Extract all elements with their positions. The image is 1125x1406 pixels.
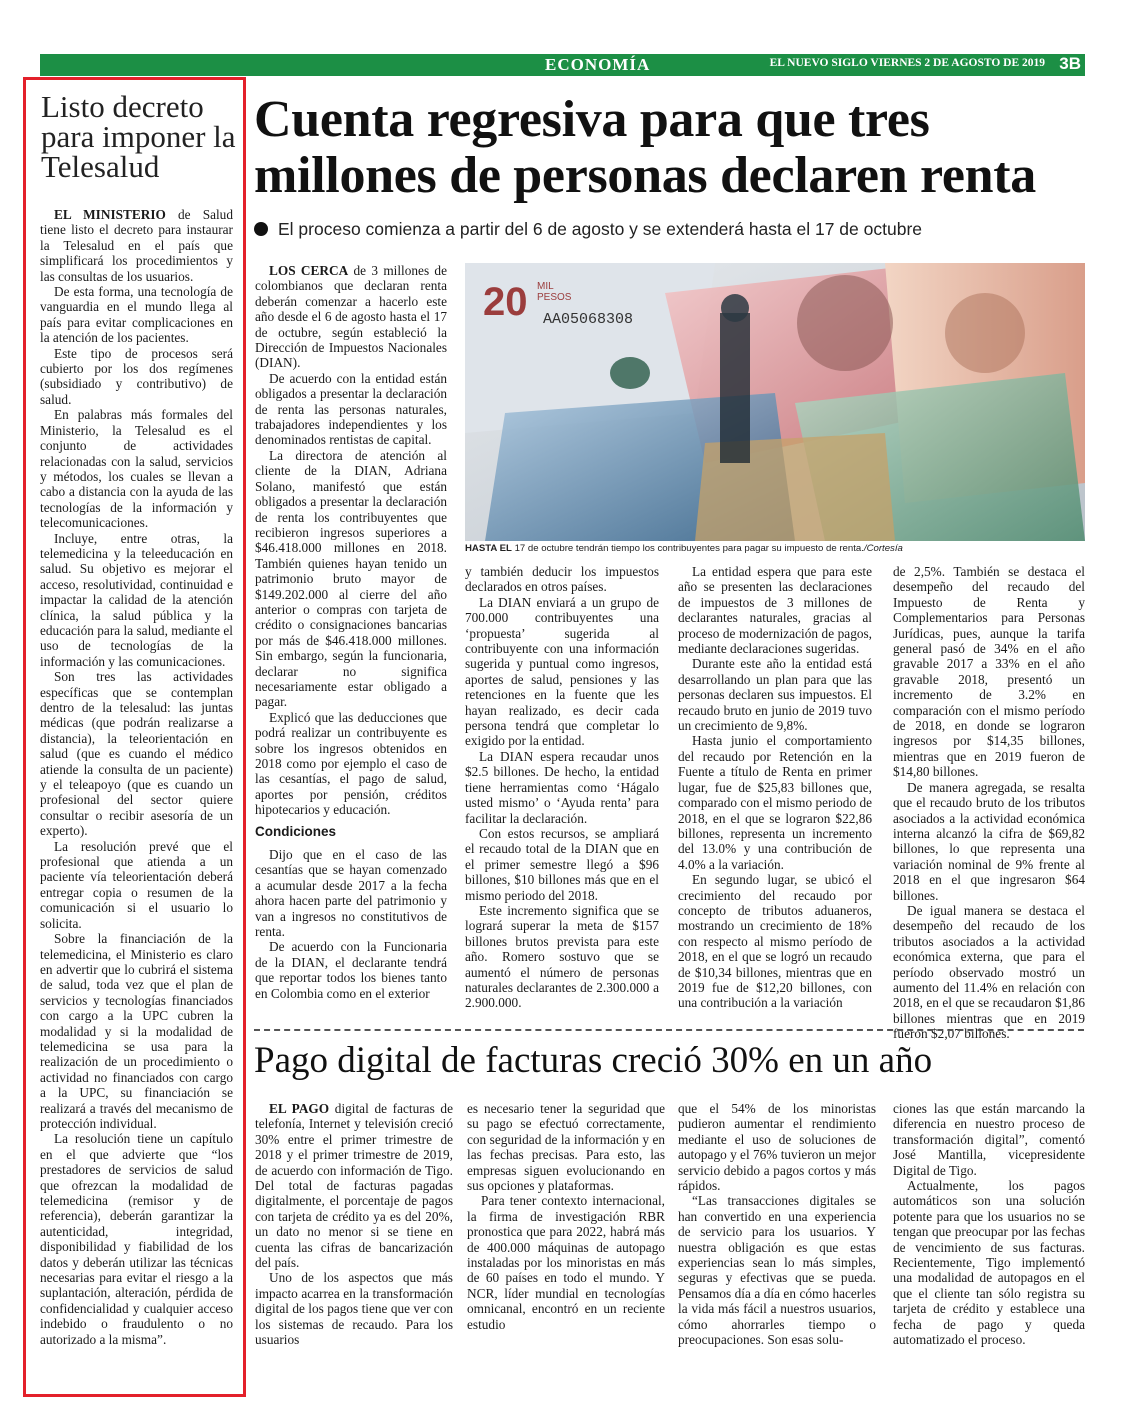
article-paragraph: LOS CERCA de 3 millones de colombianos que declaran renta deberán comenzar a hacerlo este año desde el 6 de agosto hasta el 17 de octubre, según estableció la Dirección de Impuestos Nacionales (DIAN).	[255, 263, 447, 371]
article-paragraph: Este tipo de procesos será cubierto por los dos regímenes (subsidiado y contributivo) de salud.	[40, 345, 233, 407]
article-paragraph: La resolución prevé que el profesional que atienda a un paciente vía teleorientación deberá entregar copia o resumen de la comunicación si el usuario lo solicita.	[40, 838, 233, 931]
article-paragraph: La entidad espera que para este año se presenten las declaraciones de impuestos de 3 millones de declarantes naturales, gracias al proceso de modernización de pagos, mediante declaraciones sugeridas.	[678, 564, 872, 657]
article-subhead: Condiciones	[255, 823, 337, 839]
article-paragraph: De acuerdo con la entidad están obligados a presentar la declaración de renta las personas naturales, trabajadores independientes y los denominados rentistas de capital.	[255, 370, 447, 448]
article-paragraph: y también deducir los impuestos declarados en otros países.	[465, 564, 659, 595]
article-paragraph: De esta forma, una tecnología de vanguardia en el mundo llega al país para evitar complicaciones en la atención de los pacientes.	[40, 284, 233, 346]
article-paragraph: Uno de los aspectos que más impacto acarrea en la transformación digital de los pagos tiene que ver con los sistemas de recaudo. Para los usuarios	[255, 1270, 453, 1348]
main-article-column-2	[465, 564, 659, 1011]
lead-in: EL MINISTERIO	[54, 207, 166, 222]
article-paragraph: Sobre la financiación de la telemedicina, el Ministerio es claro en advertir que lo cubrirá el sistema de salud, toda vez que el plan de servicios y tecnologías financiados con cargo a la UPC cubren la modalidad y si la modalidad de telemedicina se usa para la realización de un procedimiento o actividad no financiados con cargo a la UPC, su financiación se realizará a través del mecanismo de protección individual.	[40, 931, 233, 1131]
main-headline: Cuenta regresiva para que tres millones de personas declaren renta	[254, 91, 1036, 204]
masthead-date: EL NUEVO SIGLO VIERNES 2 DE AGOSTO DE 2019	[769, 57, 1045, 69]
article-paragraph: Con estos recursos, se ampliará el recaudo total de la DIAN que en el primer semestre llegó a $96 billones, $10 billones más que en el mismo periodo del 2018.	[465, 825, 659, 903]
article-paragraph: que el 54% de los minoristas pudieron aumentar el rendimiento mediante el uso de soluciones de autopago y el 76% tuvieron un mejor servicio debido a pagos cortos y más rápidos.	[678, 1101, 876, 1194]
article-paragraph: La DIAN enviará a un grupo de 700.000 contribuyentes una ‘propuesta’ sugerida al contribuyente con una información sugerida y puntual como ingresos, aportes de salud, pensiones y las retenciones en la fuente que les hayan realizado, es decir cada persona tendrá que completar lo exigido por la entidad.	[465, 594, 659, 749]
sidebar-article-body	[40, 207, 233, 1347]
article-paragraph: Hasta junio el comportamiento del recaudo por Retención en la Fuente a título de Renta en primer lugar, fue de $25,83 billones que, comparado con el mismo periodo de 2018, en el que se lograron $22,86 billones, representa un incremento del 13.0% y una contribución de 4.0% a la variación.	[678, 733, 872, 872]
article-paragraph: La DIAN espera recaudar unos $2.5 billones. De hecho, la entidad tiene herramientas como ‘Hágalo usted mismo’ o ‘Ayuda renta’ para facilitar la declaración.	[465, 748, 659, 826]
article-paragraph: Para tener contexto internacional, la firma de investigación RBR pronostica que para 2022, habrá más de 400.000 máquinas de autopago instaladas por los minoristas en más de 60 países en todo el mundo. Y NCR, líder mundial en tecnologías omnicanal, encontró en un reciente estudio	[467, 1193, 665, 1332]
banknotes-photo	[465, 263, 1085, 541]
article-paragraph: ciones las que están marcando la diferencia en nuestro proceso de transformación digital”, comentó José Mantilla, vicepresidente Digital de Tigo.	[893, 1101, 1085, 1178]
page-number: 3B	[1059, 54, 1081, 73]
sidebar-headline: Listo decreto para imponer la Telesalud	[41, 89, 236, 184]
bullet-icon	[254, 222, 268, 236]
article-paragraph: Incluye, entre otras, la telemedicina y la teleeducación en salud. Su objetivo es mejorar el acceso, resolutividad, continuidad e impactar la calidad de la atención clínica, la salud pública y la educación para la salud, mediante el uso de tecnologías de la información y las comunicaciones.	[40, 530, 233, 669]
article-paragraph: De acuerdo con la Funcionaria de la DIAN, el declarante tendrá que reportar todos los bienes tanto en Colombia como en el exterior	[255, 939, 447, 1001]
banknote-serial: AA05068308	[543, 311, 634, 328]
article-paragraph: La resolución tiene un capítulo en el que advierte que “los prestadores de servicios de salud que ofrezcan la modalidad de telemedicina (remisor y de referencia), deberán garantizar la autenticidad, integridad, disponibilidad y fiabilidad de los datos y deberán utilizar las técnicas necesarias para evitar el riesgo a la suplantación, alteración, pérdida de confidencialidad y cualquier acceso indebido o fraudulento o no autorizado a la misma”.	[40, 1131, 233, 1347]
main-subheadline: El proceso comienza a partir del 6 de agosto y se extenderá hasta el 17 de octubre	[254, 219, 1084, 240]
article-paragraph: “Las transacciones digitales se han convertido en una experiencia de servicio para los usuarios. Y nuestra obligación es que estas experiencias sean lo más simples, seguras y efectivas que se pueda. Pensamos día a día en cómo hacerles la vida más fácil a nuestros usuarios, cómo ahorrarles tiempo o preocupaciones. Son esas solu-	[678, 1193, 876, 1348]
second-article-column-4	[893, 1101, 1085, 1348]
article-paragraph: De manera agregada, se resalta que el recaudo bruto de los tributos asociados a la actividad económica interna alcanzó la cifra de $69,82 billones, lo que representa una variación nominal de 9% frente al 2018 en el que ingresaron $64 billones.	[893, 779, 1085, 903]
article-paragraph: Son tres las actividades específicas que se contemplan dentro de la telesalud: las juntas médicas (que podrán realizarse a distancia), la teleorientación en salud (que es cuando el médico atiende la consulta de un paciente) y el teleapoyo (que es cuando un profesional del sector quiere consultar o recibir asesoría de un experto).	[40, 669, 233, 839]
photo-caption: HASTA EL 17 de octubre tendrán tiempo los contribuyentes para pagar su impuesto de renta./Cortesía	[465, 543, 903, 554]
article-paragraph: Explicó que las deducciones que podrá realizar un contribuyente es sobre los ingresos obtenidos en 2018 como por ejemplo el caso de las cesantías, el pago de salud, aportes por pensión, créditos hipotecarios y educación.	[255, 709, 447, 818]
main-article-column-4	[893, 564, 1085, 1042]
article-paragraph: Durante este año la entidad está desarrollando un plan para que las personas declaren sus impuestos. El recaudo bruto en junio de 2019 tuvo un crecimiento de 9,8%.	[678, 656, 872, 734]
banknote-unit-1: MIL	[537, 281, 554, 292]
article-paragraph: EL MINISTERIO de Salud tiene listo el decreto para instaurar la Telesalud en el país que simplificará los procedimientos y las consultas de los usuarios.	[40, 207, 233, 284]
section-name: ECONOMÍA	[545, 55, 651, 74]
article-paragraph: Este incremento significa que se logrará superar la meta de $157 billones brutos prevista para este año. Romero sostuvo que se aumentó el número de personas naturales declarantes de 2.300.000 a 2.900.000.	[465, 902, 659, 1011]
second-article-column-2	[467, 1101, 665, 1332]
article-paragraph: La directora de atención al cliente de la DIAN, Adriana Solano, manifestó que están obligados a presentar la declaración de renta los contribuyentes que recibieron ingresos superiores a $46.418.000 millones en 2018. También quienes hayan tenido un patrimonio bruto mayor de $149.202.000 al cierre del año anterior o compras con tarjeta de crédito o consignaciones bancarias por más de $46.418.000 millones. Sin embargo, según la funcionaria, declarar no significa necesariamente estar obligado a pagar.	[255, 447, 447, 710]
second-headline: Pago digital de facturas creció 30% en un año	[254, 1040, 933, 1081]
lead-in: LOS CERCA	[269, 263, 349, 278]
article-paragraph: de 2,5%. También se destaca el desempeño del recaudo del Impuesto de Renta y Complementarios para Personas Jurídicas, pues, aunque la tarifa general pasó de 34% en el año gravable 2017 a 33% en el año gravable 2018, presentó un incremento de 3.2% en comparación con el mismo período de 2018, en donde se lograron ingresos por $14,35 billones, mientras que en 2019 fueron de $14,80 billones.	[893, 564, 1085, 780]
lead-in: EL PAGO	[269, 1101, 330, 1116]
photo-credit: /Cortesía	[863, 543, 903, 554]
section-header-bar	[40, 54, 1085, 76]
article-paragraph: Actualmente, los pagos automáticos son una solución potente para que los usuarios no se tengan que preocupar por las fechas de vencimiento de sus facturas. Recientemente, Tigo implementó una modalidad de autopagos en el que el cliente tan sólo registra su tarjeta de crédito y establece una fecha de pago y queda automatizado el proceso.	[893, 1178, 1085, 1348]
article-paragraph: En segundo lugar, se ubicó el crecimiento del recaudo por concepto de tributos aduaneros, mostrando un crecimiento de 18% con respecto al mismo período de 2018, en el que se logró un recaudo de $10,34 billones, mientras que en 2019 fue de $12,20 billones, con una contribución a la variación	[678, 872, 872, 1011]
article-paragraph: De igual manera se destaca el desempeño del recaudo de los tributos asociados a la actividad económica externa, que para el período observado mostró un aumento del 11.4% en relación con 2018, en el que se recaudaron $1,86 billones mientras que en 2019 fueron $2,07 billones.	[893, 902, 1085, 1042]
section-divider	[254, 1029, 1084, 1031]
banknote-value: 20	[483, 280, 528, 324]
article-paragraph: Dijo que en el caso de las cesantías que se hayan comenzado a acumular desde 2017 a la fecha ahora hacen parte del patrimonio y van a ingresos no constitutivos de renta.	[255, 847, 447, 940]
article-paragraph: EL PAGO digital de facturas de telefonía, Internet y televisión creció 30% entre el primer trimestre de 2018 y el primer trimestre de 2019, de acuerdo con información de Tigo. Del total de facturas pagadas digitalmente, el porcentaje de pagos con tarjeta de crédito ya es del 20%, un dato no menor si se tiene en cuenta las cifras de bancarización del país.	[255, 1101, 453, 1271]
article-paragraph: es necesario tener la seguridad que su pago se efectuó correctamente, con seguridad de la información y en las fechas precisas. Para esto, las empresas siguen evolucionando en sus opciones y plataformas.	[467, 1101, 665, 1194]
second-article-column-1	[255, 1101, 453, 1348]
main-article-column-3	[678, 564, 872, 1011]
article-paragraph: En palabras más formales del Ministerio, la Telesalud es el conjunto de actividades relacionadas con la salud, servicios y métodos, los cuales se llevan a cabo a distancia con la ayuda de las tecnologías de la información y telecomunicaciones.	[40, 407, 233, 531]
second-article-column-3	[678, 1101, 876, 1348]
banknote-unit-2: PESOS	[537, 292, 572, 303]
main-article-column-1	[255, 263, 447, 1001]
